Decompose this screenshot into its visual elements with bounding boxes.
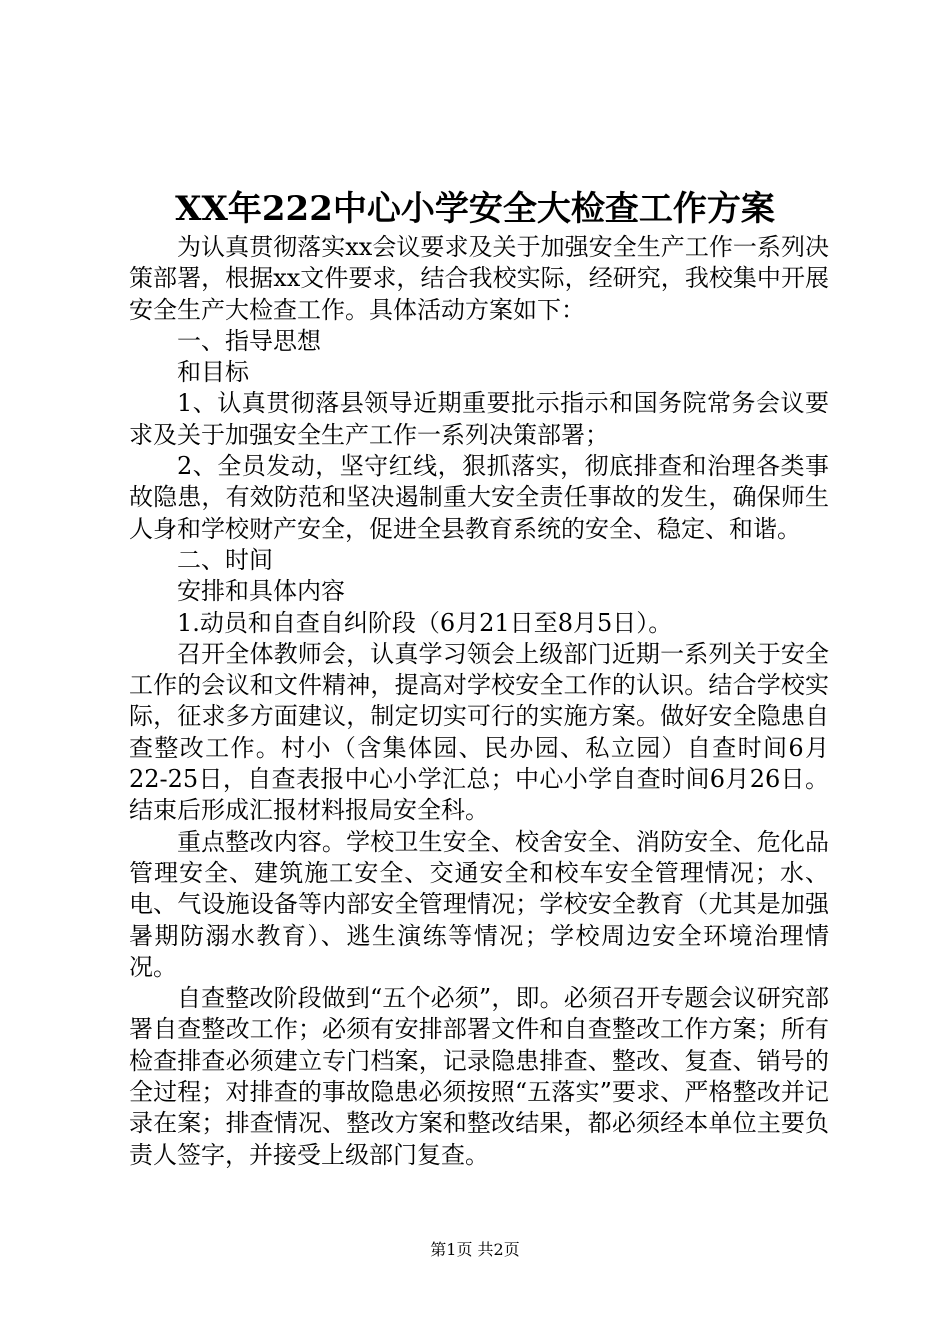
paragraph: 为认真贯彻落实xx会议要求及关于加强安全生产工作一系列决策部署，根据xx文件要求，结合我校实际，经研究，我校集中开展安全生产大检查工作。具体活动方案如下：: [129, 233, 829, 324]
paragraph: 自查整改阶段做到“五个必须”，即。必须召开专题会议研究部署自查整改工作；必须有安排部署文件和自查整改工作方案；所有检查排查必须建立专门档案，记录隐患排查、整改、复查、销号的全过程；对排查的事故隐患必须按照“五落实”要求、严格整改并记录在案；排查情况、整改方案和整改结果，都必须经本单位主要负责人签字，并接受上级部门复查。: [129, 984, 829, 1169]
page-footer: 第1页 共2页: [430, 1240, 520, 1259]
section-heading: 二、时间: [177, 545, 273, 574]
paragraph: 召开全体教师会，认真学习领会上级部门近期一系列关于安全工作的会议和文件精神，提高对学校安全工作的认识。结合学校实际，征求多方面建议，制定切实可行的实施方案。做好安全隐患自查整改工作。村小（含集体园、民办园、私立园）自查时间6月22-25日，自查表报中心小学汇总；中心小学自查时间6月26日。结束后形成汇报材料报局安全科。: [129, 639, 829, 825]
paragraph: 2、全员发动，坚守红线，狠抓落实，彻底排查和治理各类事故隐患，有效防范和坚决遏制重大安全责任事故的发生，确保师生人身和学校财产安全，促进全县教育系统的安全、稳定、和谐。: [129, 452, 829, 543]
paragraph: 重点整改内容。学校卫生安全、校舍安全、消防安全、危化品管理安全、建筑施工安全、交通安全和校车安全管理情况；水、电、气设施设备等内部安全管理情况；学校安全教育（尤其是加强暑期防溺水教育）、逃生演练等情况；学校周边安全环境治理情况。: [129, 827, 829, 981]
section-heading-continuation: 和目标: [177, 358, 249, 387]
section-heading: 一、指导思想: [177, 326, 321, 355]
document-body: [129, 232, 829, 1171]
paragraph: 1.动员和自查自纠阶段（6月21日至8月5日）。: [177, 608, 673, 637]
paragraph: 1、认真贯彻落县领导近期重要批示指示和国务院常务会议要求及关于加强安全生产工作一系列决策部署；: [129, 389, 829, 449]
section-heading-continuation: 安排和具体内容: [177, 577, 345, 606]
document-title: XX年222中心小学安全大检查工作方案: [175, 189, 775, 229]
